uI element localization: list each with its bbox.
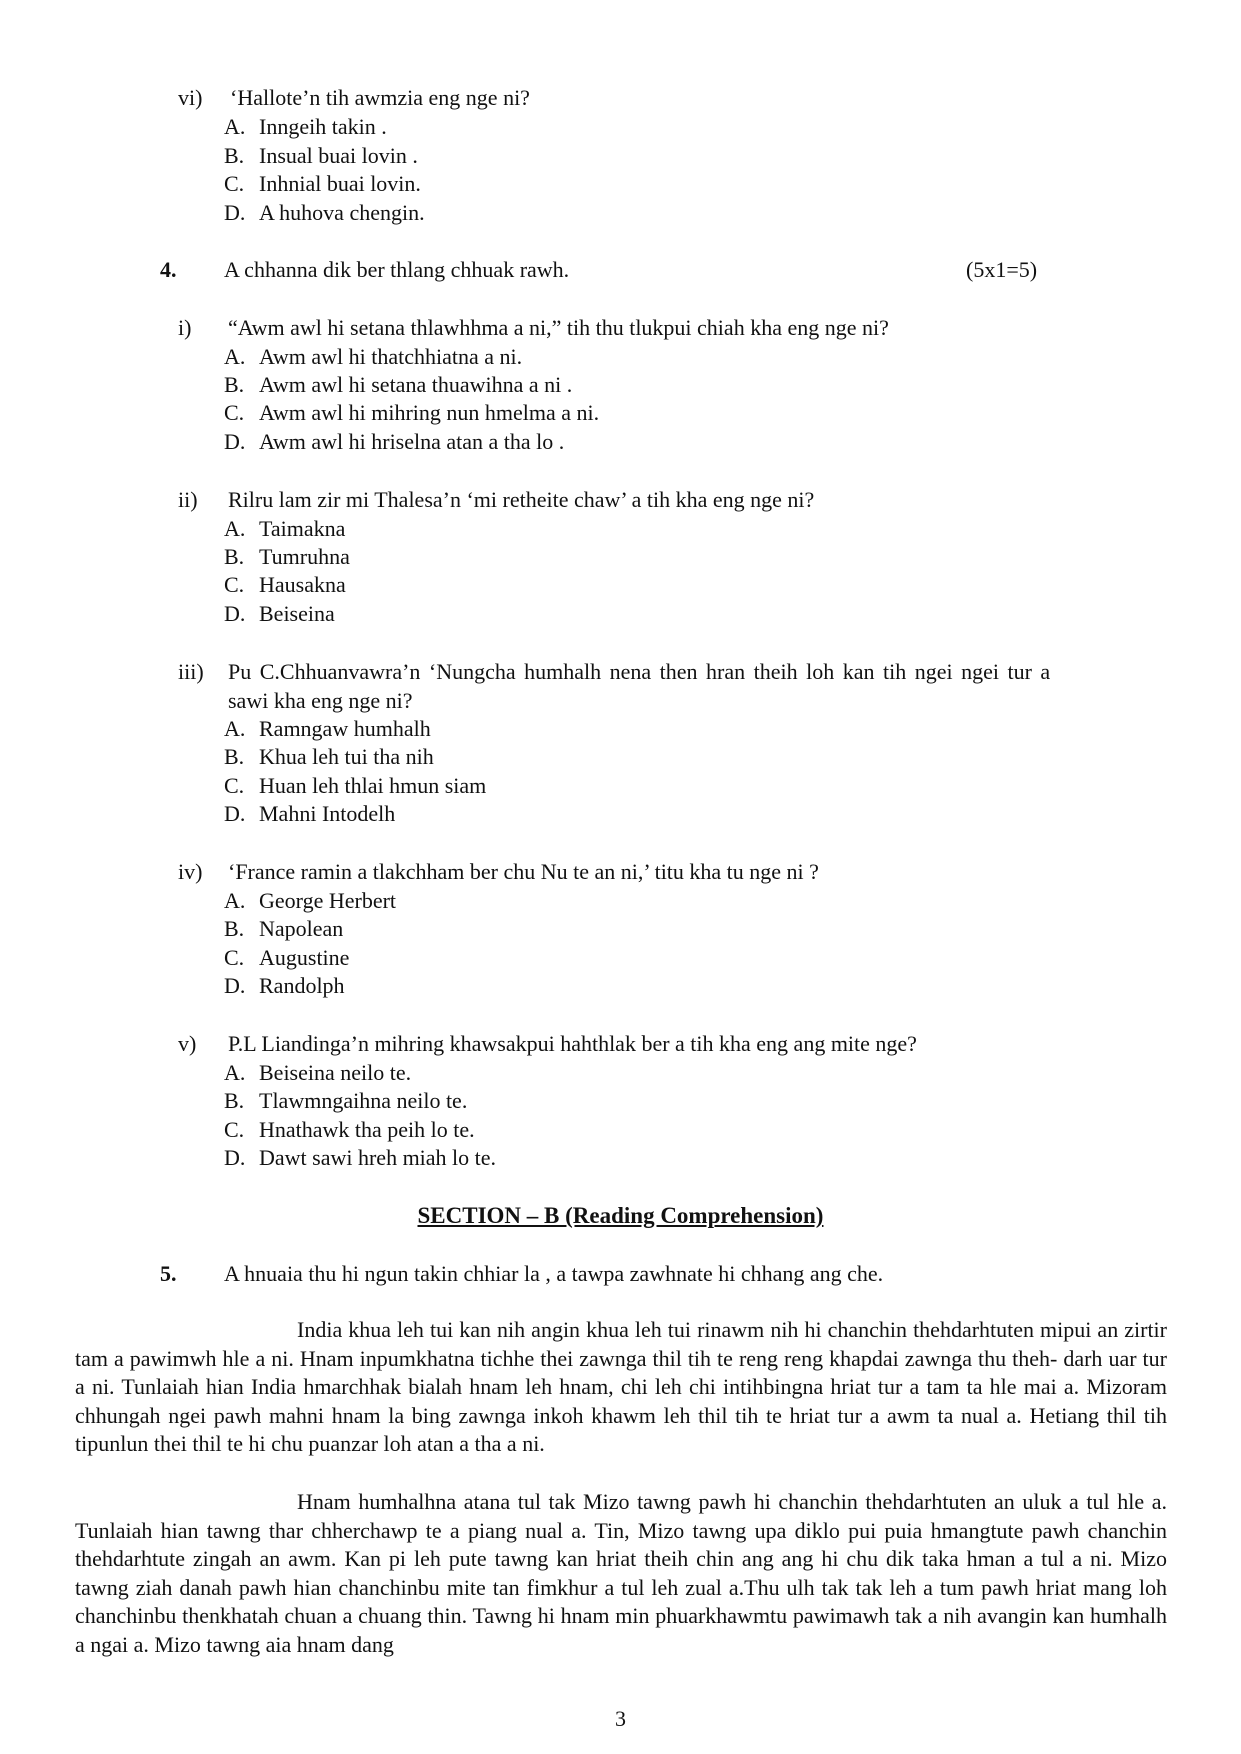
question-text: P.L Liandinga’n mihring khawsakpui hahthlak ber a tih kha eng ang mite nge? [228, 1031, 917, 1056]
option-b: B. Awm awl hi setana thuawihna a ni . [224, 372, 573, 397]
question-4-iii-continued: sawi kha eng nge ni? [228, 688, 413, 713]
option-c: C. Inhnial buai lovin. [224, 171, 421, 196]
question-4-i [178, 314, 889, 342]
option-b: B. Insual buai lovin . [224, 143, 418, 168]
question-4-number: 4. [160, 257, 177, 282]
option-d: D. Dawt sawi hreh miah lo te. [224, 1145, 497, 1170]
question-4-instruction: A chhanna dik ber thlang chhuak rawh. [224, 257, 570, 282]
page-number: 3 [615, 1706, 626, 1731]
option-c: C. Huan leh thlai hmun siam [224, 773, 487, 798]
option-b: B. Khua leh tui tha nih [224, 744, 434, 769]
option-d: D. Randolph [224, 973, 345, 998]
paragraph-text: India khua leh tui kan nih angin khua leh tui rinawm nih hi chanchin thehdarhtuten mipui an zirtir tam a pawimwh hle a ni. Hnam inpumkhatna tichhe thei zawnga thil tih te reng reng khapdai zawnga thu theh- darh uar tur a ni. Tunlaiah hian India hmarchhak bialah hnam leh hnam, chi leh chi intihbingna hriat tur a tam ta hle mai a. Mizoram chhungah ngei pawh mahni hnam la bing zawnga inkoh khawm leh thil tih te hriat tur a awm ta nual a. Hetiang thil tih tipunlun thei thil te hi chu puanzar loh atan a tha a ni. [75, 1317, 1167, 1457]
option-c: C. Hausakna [224, 572, 346, 597]
question-4-marks: (5x1=5) [966, 257, 1038, 282]
question-number: vi) [178, 85, 203, 110]
passage-paragraph-1 [75, 1316, 1167, 1459]
question-4-iii [178, 658, 1168, 686]
option-b: B. Tumruhna [224, 544, 350, 569]
question-4-v [178, 1030, 917, 1058]
question-number: v) [178, 1031, 197, 1056]
question-5-instruction: A hnuaia thu hi ngun takin chhiar la , a tawpa zawhnate hi chhang ang che. [224, 1261, 884, 1286]
option-d: D. Mahni Intodelh [224, 801, 396, 826]
option-d: D. A huhova chengin. [224, 200, 425, 225]
question-number: i) [178, 315, 192, 340]
question-text: ‘France ramin a tlakchham ber chu Nu te an ni,’ titu kha tu nge ni ? [228, 859, 819, 884]
question-number: iv) [178, 859, 203, 884]
question-4-ii [178, 486, 814, 514]
question-5-number: 5. [160, 1261, 177, 1286]
option-d: D. Beiseina [224, 601, 335, 626]
passage-paragraph-2 [75, 1488, 1167, 1660]
option-b: B. Tlawmngaihna neilo te. [224, 1088, 468, 1113]
option-a: A. Ramngaw humhalh [224, 716, 431, 741]
question-number: iii) [178, 659, 204, 684]
question-number: ii) [178, 487, 198, 512]
paragraph-text: Hnam humhalhna atana tul tak Mizo tawng pawh hi chanchin thehdarhtuten an uluk a tul hle a. Tunlaiah hian tawng thar chherchawp te a piang nual a. Tin, Mizo tawng upa diklo pui puia hmangtute pawh chanchin thehdarhtute zingah an awm. Kan pi leh pute tawng kan hriat theih chin ang ang hi chu dik taka hman a tul a ni. Mizo tawng ziah danah pawh hian chanchinbu mite tan fimkhur a tul leh zual a.Thu ulh tak tak leh a tum pawh hriat mang loh chanchinbu thenkhatah chuan a chuang thin. Tawng hi hnam min phuarkhawmtu pawimawh tak a nih avangin kan humhalh a ngai a. Mizo tawng aia hnam dang [75, 1489, 1167, 1657]
section-b-title: SECTION – B (Reading Comprehension) [417, 1203, 824, 1228]
question-text: ‘Hallote’n tih awmzia eng nge ni? [230, 85, 530, 110]
option-c: C. Awm awl hi mihring nun hmelma a ni. [224, 400, 600, 425]
option-c: C. Augustine [224, 945, 350, 970]
question-text: “Awm awl hi setana thlawhhma a ni,” tih thu tlukpui chiah kha eng nge ni? [228, 315, 889, 340]
option-a: A. Inngeih takin . [224, 114, 387, 139]
question-vi [178, 84, 530, 112]
question-4-iv [178, 858, 819, 886]
question-text: Rilru lam zir mi Thalesa’n ‘mi retheite chaw’ a tih kha eng nge ni? [228, 487, 815, 512]
question-text: Pu C.Chhuanvawra’n ‘Nungcha humhalh nena then hran theih loh kan tih ngei ngei tur a [228, 659, 1051, 684]
option-c: C. Hnathawk tha peih lo te. [224, 1117, 475, 1142]
option-a: A. George Herbert [224, 888, 397, 913]
option-a: A. Awm awl hi thatchhiatna a ni. [224, 344, 523, 369]
option-a: A. Beiseina neilo te. [224, 1060, 412, 1085]
option-b: B. Napolean [224, 916, 344, 941]
option-d: D. Awm awl hi hriselna atan a tha lo . [224, 429, 565, 454]
option-a: A. Taimakna [224, 516, 346, 541]
